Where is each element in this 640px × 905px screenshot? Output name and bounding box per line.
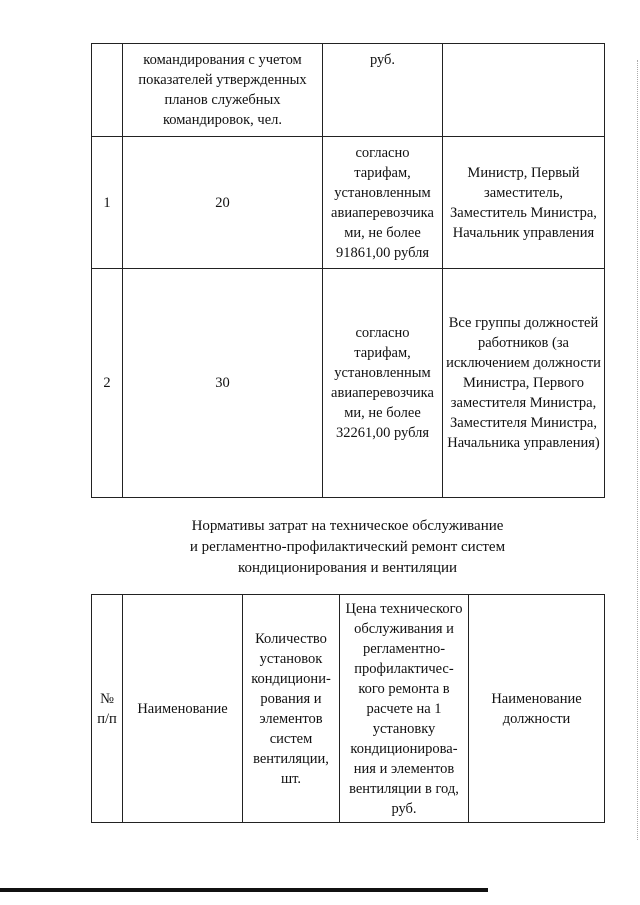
table-cell-count: 20 <box>123 137 323 269</box>
table-cell-position: Министр, Первый заместитель, Заместитель Министра, Начальник управления <box>443 137 605 269</box>
table-cell-num: 2 <box>92 269 123 498</box>
travel-norms-table <box>91 43 605 498</box>
table-header-row <box>92 595 605 823</box>
section-title <box>91 516 604 579</box>
header-position: Наименование должности <box>469 595 605 823</box>
table-cell-count: командирования с учетом показателей утвержденных планов служебных командировок, чел. <box>123 44 323 137</box>
section-title-line: кондиционирования и вентиляции <box>237 560 458 576</box>
bottom-scan-bar <box>0 888 488 892</box>
header-quantity: Количество установок кондициони- рования и элементов систем вентиляции, шт. <box>243 595 340 823</box>
scan-edge-line <box>636 60 638 840</box>
table-cell-count: 30 <box>123 269 323 498</box>
table-row <box>92 137 605 269</box>
table-row <box>92 44 605 137</box>
ac-maintenance-table <box>91 594 605 823</box>
section-title-line: и регламентно-профилактический ремонт систем <box>189 539 506 555</box>
header-num: № п/п <box>92 595 123 823</box>
table-cell-price: согласно тарифам, установленным авиаперевозчика ми, не более 32261,00 рубля <box>323 269 443 498</box>
table-cell-num: 1 <box>92 137 123 269</box>
table-cell-position: Все группы должностей работников (за исключением должности Министра, Первого заместителя Министра, Заместителя Министра, Начальника управления) <box>443 269 605 498</box>
header-name: Наименование <box>123 595 243 823</box>
header-price: Цена технического обслуживания и регламентно- профилактичес- кого ремонта в расчете на 1 установку кондиционирова- ния и элементов вентиляции в год, руб. <box>340 595 469 823</box>
table-row <box>92 269 605 498</box>
table-cell-position <box>443 44 605 137</box>
table-cell-price: руб. <box>323 44 443 137</box>
table-cell-num <box>92 44 123 137</box>
section-title-line: Нормативы затрат на техническое обслуживание <box>191 518 504 534</box>
table-cell-price: согласно тарифам, установленным авиаперевозчика ми, не более 91861,00 рубля <box>323 137 443 269</box>
